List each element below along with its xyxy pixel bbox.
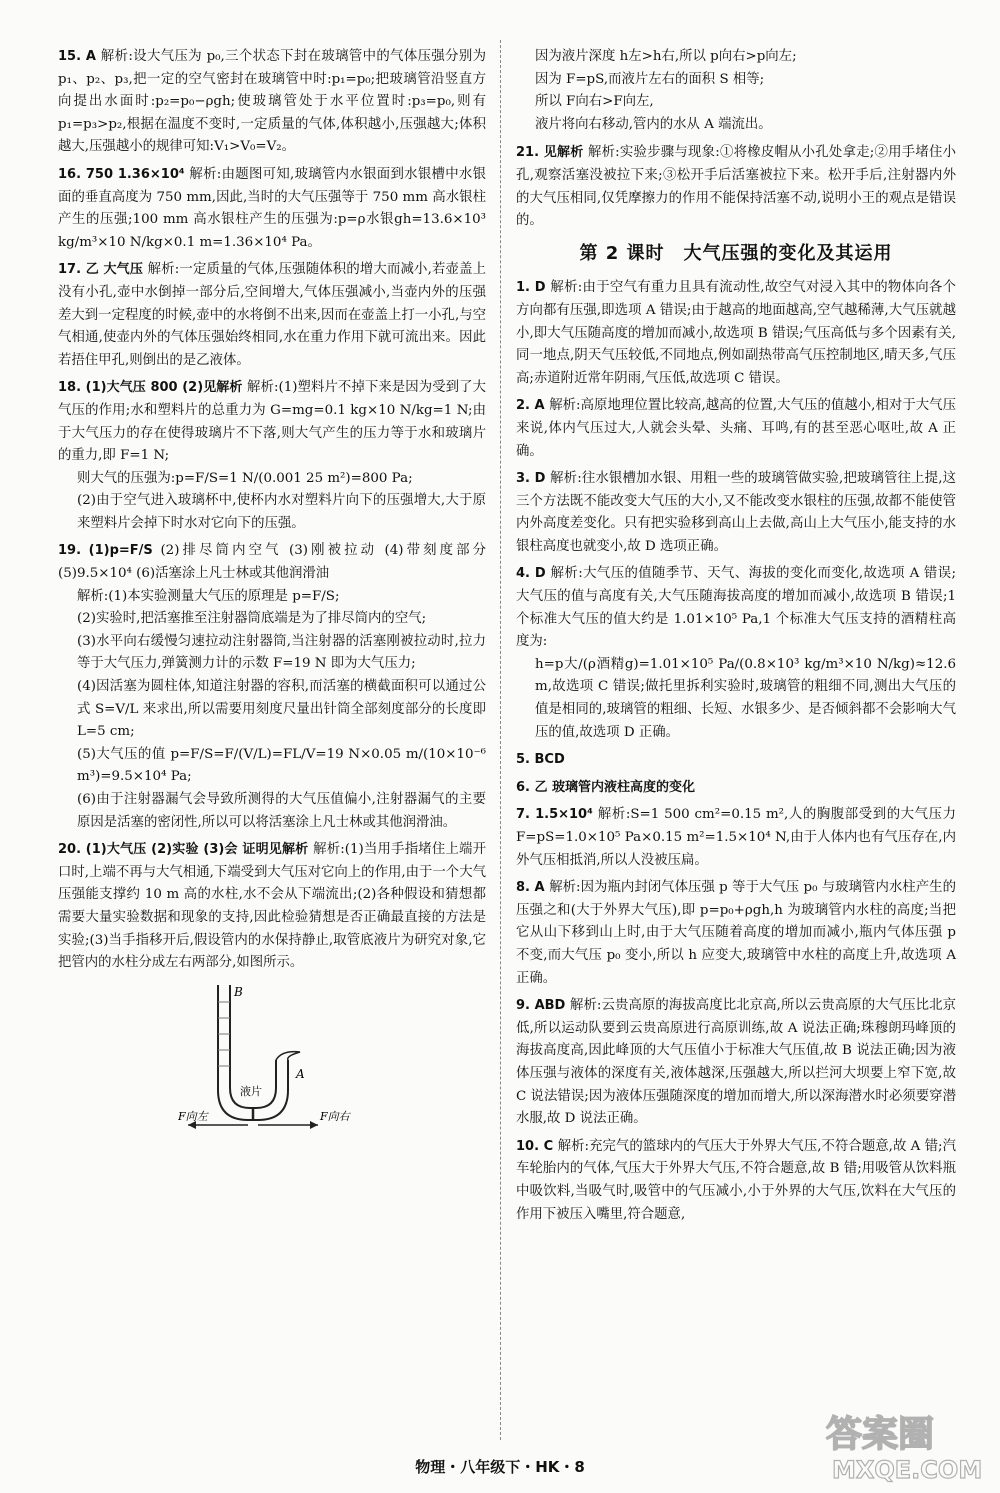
lesson2-answer-6	[516, 777, 956, 800]
lesson2-answer-7	[516, 804, 956, 872]
answer-text: (6)由于注射器漏气会导致所测得的大气压值偏小,注射器漏气的主要原因是活塞的密闭性,所以可以将活塞涂上凡士林或其他润滑油。	[77, 792, 486, 830]
answer-line	[58, 468, 486, 491]
answer-number: 3. D	[516, 471, 551, 487]
answer-text: 解析:高原地理位置比较高,越高的位置,大气压的值越小,相对于大气压来说,体内气压过大,人就会头晕、头痛、耳鸣,有的甚至恶心呕吐,故 A 正确。	[516, 398, 957, 459]
answer-entry-21	[516, 142, 956, 232]
lesson2-answer-9	[516, 995, 956, 1131]
lesson2-answer-3	[516, 468, 956, 558]
answer-number: 16. 750 1.36×10⁴	[58, 166, 190, 182]
answer-number: 15. A	[58, 49, 101, 64]
answer-line	[516, 277, 956, 390]
answer-number: 21. 见解析	[516, 145, 584, 161]
answer-text: 解析:云贵高原的海拔高度比北京高,所以云贵高原的大气压比北京低,所以运动队要到云贵高原进行高原训练,故 A 说法正确;珠穆朗玛峰顶的海拔高度高,因此峰顶的大气压值小于标准大气压值,故 B 说法正确;因为液体压强与液体的深度有关,液体越深,压强越大,所以拦河大坝要上窄下宽,故 C 说法错误;因为液体压强随深度的增加而增大,所以深海潜水时必须要穿潜水服,故 D 说法正确。	[516, 998, 956, 1127]
u-tube-figure	[178, 980, 378, 1130]
answer-text: 则大气的压强为:p=F/S=1 N/(0.001 25 m²)=800 Pa;	[77, 470, 413, 486]
answer-line	[516, 563, 956, 653]
answer-entry-16	[58, 164, 486, 254]
answer-text: (2)由于空气进入玻璃杯中,使杯内水对塑料片向下的压强增大,大于原来塑料片会掉下时水对它向下的压强。	[77, 493, 486, 531]
answer-number: 2. A	[516, 398, 550, 414]
svg-text:答案圈: 答案圈	[826, 1414, 935, 1455]
answer-entry-20	[58, 839, 486, 975]
answer-text: 解析:设大气压为 p₀,三个状态下封在玻璃管中的气体压强分别为 p₁、p₂、p₃,把一定的空气密封在玻璃管中时:p₁=p₀;把玻璃管沿竖直方向提出水面时:p₂=p₀−ρgh;使玻璃管处于水平位置时:p₃=p₀,则有 p₁=p₃>p₂,根据在温度不变时,一定质量的气体,体积越小,压强越大;体积越大,压强越小的规律可知:V₁>V₀=V₂。	[58, 49, 486, 155]
answer-text: (4)因活塞为圆柱体,知道注射器的容积,而活塞的横截面积可以通过公式 S=V/L 来求出,所以需要用刻度尺量出针筒全部刻度部分的长度即 L=5 cm;	[77, 679, 486, 740]
answer-line	[58, 608, 486, 631]
answer-line	[58, 676, 486, 744]
answer-line	[58, 164, 486, 254]
answer-text: (2)实验时,把活塞推至注射器筒底端是为了排尽筒内的空气;	[77, 611, 427, 627]
answer-text: 解析:一定质量的气体,压强随体积的增大而减小,若壶盖上没有小孔,壶中水倒掉一部分后,空间增大,气体压强减小,当壶内外的压强差大到一定程度的时候,壶中的水将倒不出来,因而在壶盖上打一小孔,与空气相通,使壶内外的气体压强始终相同,水在重力作用下就可流出来。因此若捂住甲孔,则倒出的是乙液体。	[58, 262, 486, 368]
answer-line	[516, 654, 956, 744]
svg-text:MXQE.COM: MXQE.COM	[832, 1456, 983, 1484]
answer-text: (2)排尽筒内空气 (3)刚被拉动 (4)带刻度部分 (5)9.5×10⁴ (6)活塞涂上凡士林或其他润滑油	[58, 543, 487, 582]
answer-line	[516, 468, 956, 558]
answer-line	[58, 540, 486, 585]
solution-line: 所以 F向右>F向左,	[535, 94, 654, 110]
answer-number: 19. (1)p=F/S	[58, 543, 161, 559]
answer-number: 7. 1.5×10⁴	[516, 807, 598, 823]
column-divider	[500, 40, 501, 1440]
answer-line	[58, 259, 486, 372]
answer-text: (5)大气压的值 p=F/S=F/(V/L)=FL/V=19 N×0.05 m/(10×10⁻⁶ m³)=9.5×10⁴ Pa;	[77, 746, 486, 785]
answer-line	[516, 395, 956, 463]
right-column	[516, 46, 956, 1231]
answer-number: 20. (1)大气压 (2)实验 (3)会 证明见解析	[58, 842, 314, 858]
answer-text: 解析:大气压的值随季节、天气、海拔的变化而变化,故选项 A 错误;大气压的值与高度有关,大气压随海拔高度的增加而减小,故选项 B 错误;1 个标准大气压的值大约是 1.01×10⁵ Pa,1 个标准大气压支持的酒精柱高度为:	[516, 566, 956, 650]
lesson2-answer-10	[516, 1136, 956, 1226]
answer-number: 4. D	[516, 566, 551, 582]
answer-line	[58, 586, 486, 609]
answer-text: 解析:由于空气有重力且具有流动性,故空气对浸入其中的物体向各个方向都有压强,即选项 A 错误;由于越高的地面越高,空气越稀薄,大气压就越小,即大气压随高度的增加而减小,故选项 B 错误;气压高低与多个因素有关,同一地点,阴天气压较低,不同地点,例如副热带高气压控制地区,晴天多,气压高;赤道附近常年阴雨,气压低,故选项 C 错误。	[516, 280, 956, 386]
answer-number: 5. BCD	[516, 752, 565, 768]
answer-text: 解析:因为瓶内封闭气体压强 p 等于大气压 p₀ 与玻璃管内水柱产生的压强之和(大于外界大气压),即 p=p₀+ρgh,h 为玻璃管内水柱的高度;当把它从山下移到山上时,由于大气压随着高度的增加而减小,瓶内气体压强 p 不变,而大气压 p₀ 变小,所以 h 应变大,玻璃管中水柱的高度上升,故选项 A 正确。	[516, 880, 956, 986]
label-b: B	[234, 984, 243, 999]
answer-line	[58, 789, 486, 834]
continued-solution-20	[516, 46, 956, 136]
answer-number: 1. D	[516, 280, 551, 296]
lesson-2-answers	[516, 277, 956, 1226]
label-force-left: F向左	[178, 1109, 208, 1123]
answer-entry-17	[58, 259, 486, 372]
answer-number: 10. C	[516, 1138, 558, 1154]
answer-number: 18. (1)大气压 800 (2)见解析	[58, 380, 248, 396]
answer-text: 解析:往水银槽加水银、用粗一些的玻璃管做实验,把玻璃管往上提,这三个方法既不能改变大气压的大小,又不能改变水银柱的压强,故都不能使管内外高度差变化。只有把实验移到高山上去做,高山上大气压小,能支持的水银柱高度也就变小,故 D 选项正确。	[516, 471, 956, 554]
answer-line	[516, 995, 956, 1131]
lesson2-answer-4	[516, 563, 956, 744]
answer-line	[516, 877, 956, 990]
lesson2-answer-1	[516, 277, 956, 390]
lesson2-answer-8	[516, 877, 956, 990]
section-title: 第 2 课时 大气压强的变化及其运用	[579, 242, 893, 264]
answer-line	[58, 490, 486, 535]
left-column	[58, 46, 486, 1130]
answer-line	[516, 1136, 956, 1226]
answer-number: 9. ABD	[516, 998, 570, 1014]
answer-text: 解析:(1)当用手指堵住上端开口时,上端不再与大气相通,下端受到大气压对它向上的作用,由于一个大气压强能支撑约 10 m 高的水柱,水不会从下端流出;(2)各种假设和猜想都需要大量实验数据和现象的支持,因此检验猜想是否正确最直接的方法是实验;(3)当手指移开后,假设管内的水保持静止,取管底液片为研究对象,它把管内的水柱分成左右两部分,如图所示。	[58, 842, 486, 971]
label-a: A	[296, 1066, 305, 1081]
solution-line: 因为 F=pS,而液片左右的面积 S 相等;	[535, 71, 765, 87]
answer-text: 解析:(1)本实验测量大气压的原理是 p=F/S;	[77, 588, 340, 604]
page-footer: 物理・八年级下・HK・8	[415, 1458, 585, 1476]
answer-line	[58, 839, 486, 975]
answer-text: 解析:实验步骤与现象:①将橡皮帽从小孔处拿走;②用手堵住小孔,观察活塞没被拉下来;③松开手后活塞被拉下来。松开手后,注射器内外的大气压相同,仅凭摩擦力的作用不能保持活塞不动,说明小王的观点是错误的。	[516, 145, 956, 229]
answer-text: h=p大/(ρ酒精g)=1.01×10⁵ Pa/(0.8×10³ kg/m³×10 N/kg)≈12.6 m,故选项 C 错误;做托里拆利实验时,玻璃管的粗细不同,测出大气压的值是相同的,玻璃管的粗细、长短、水银多少、是否倾斜都不会影响大气压的值,故选项 D 正确。	[535, 656, 956, 740]
label-liquid-piece: 液片	[240, 1084, 262, 1098]
answer-number: 6. 乙 玻璃管内液柱高度的变化	[516, 779, 696, 795]
solution-line: 因为液片深度 h左>h右,所以 p向右>p向左;	[535, 49, 797, 64]
answer-entry-18	[58, 377, 486, 535]
answer-entry-15	[58, 46, 486, 159]
answer-text: 解析:充完气的篮球内的气压大于外界大气压,不符合题意,故 A 错;汽车轮胎内的气体,气压大于外界大气压,不符合题意,故 B 错;用吸管从饮料瓶中吸饮料,当吸气时,吸管中的气压减小,小于外界的大气压,饮料在大气压的作用下被压入嘴里,符合题意,	[516, 1138, 956, 1222]
label-force-right: F向右	[320, 1109, 350, 1123]
answer-line	[58, 46, 486, 159]
answer-line	[58, 377, 486, 467]
lesson2-answer-5	[516, 749, 956, 772]
answer-text: 解析:(1)塑料片不掉下来是因为受到了大气压的作用;水和塑料片的总重力为 G=mg=0.1 kg×10 N/kg=1 N;由于大气压力的存在使得玻璃片不下落,则大气产生的压力等于水和玻璃片的重力,即 F=1 N;	[58, 380, 486, 464]
answer-text: (3)水平向右缓慢匀速拉动注射器筒,当注射器的活塞刚被拉动时,拉力等于大气压力,弹簧测力计的示数 F=19 N 即为大气压力;	[77, 633, 486, 672]
watermark-logo	[818, 1398, 988, 1486]
answer-number: 8. A	[516, 880, 550, 896]
answer-entry-19	[58, 540, 486, 834]
solution-line: 液片将向右移动,管内的水从 A 端流出。	[535, 116, 772, 132]
answer-text: 解析:S=1 500 cm²=0.15 m²,人的胸腹部受到的大气压力 F=pS=1.0×10⁵ Pa×0.15 m²=1.5×10⁴ N,由于人体内也有气压存在,内外气压相抵消,所以人没被压扁。	[516, 807, 956, 868]
answer-line	[58, 631, 486, 676]
lesson2-answer-2	[516, 395, 956, 463]
answer-line	[58, 744, 486, 789]
answer-line	[516, 804, 956, 872]
answer-number: 17. 乙 大气压	[58, 262, 148, 278]
answer-text: 解析:由题图可知,玻璃管内水银面到水银槽中水银面的垂直高度为 750 mm,因此,当时的大气压强等于 750 mm 高水银柱产生的压强;100 mm 高水银柱产生的压强为:p=ρ水银gh=13.6×10³ kg/m³×10 N/kg×0.1 m=1.36×10⁴ Pa。	[58, 166, 486, 250]
